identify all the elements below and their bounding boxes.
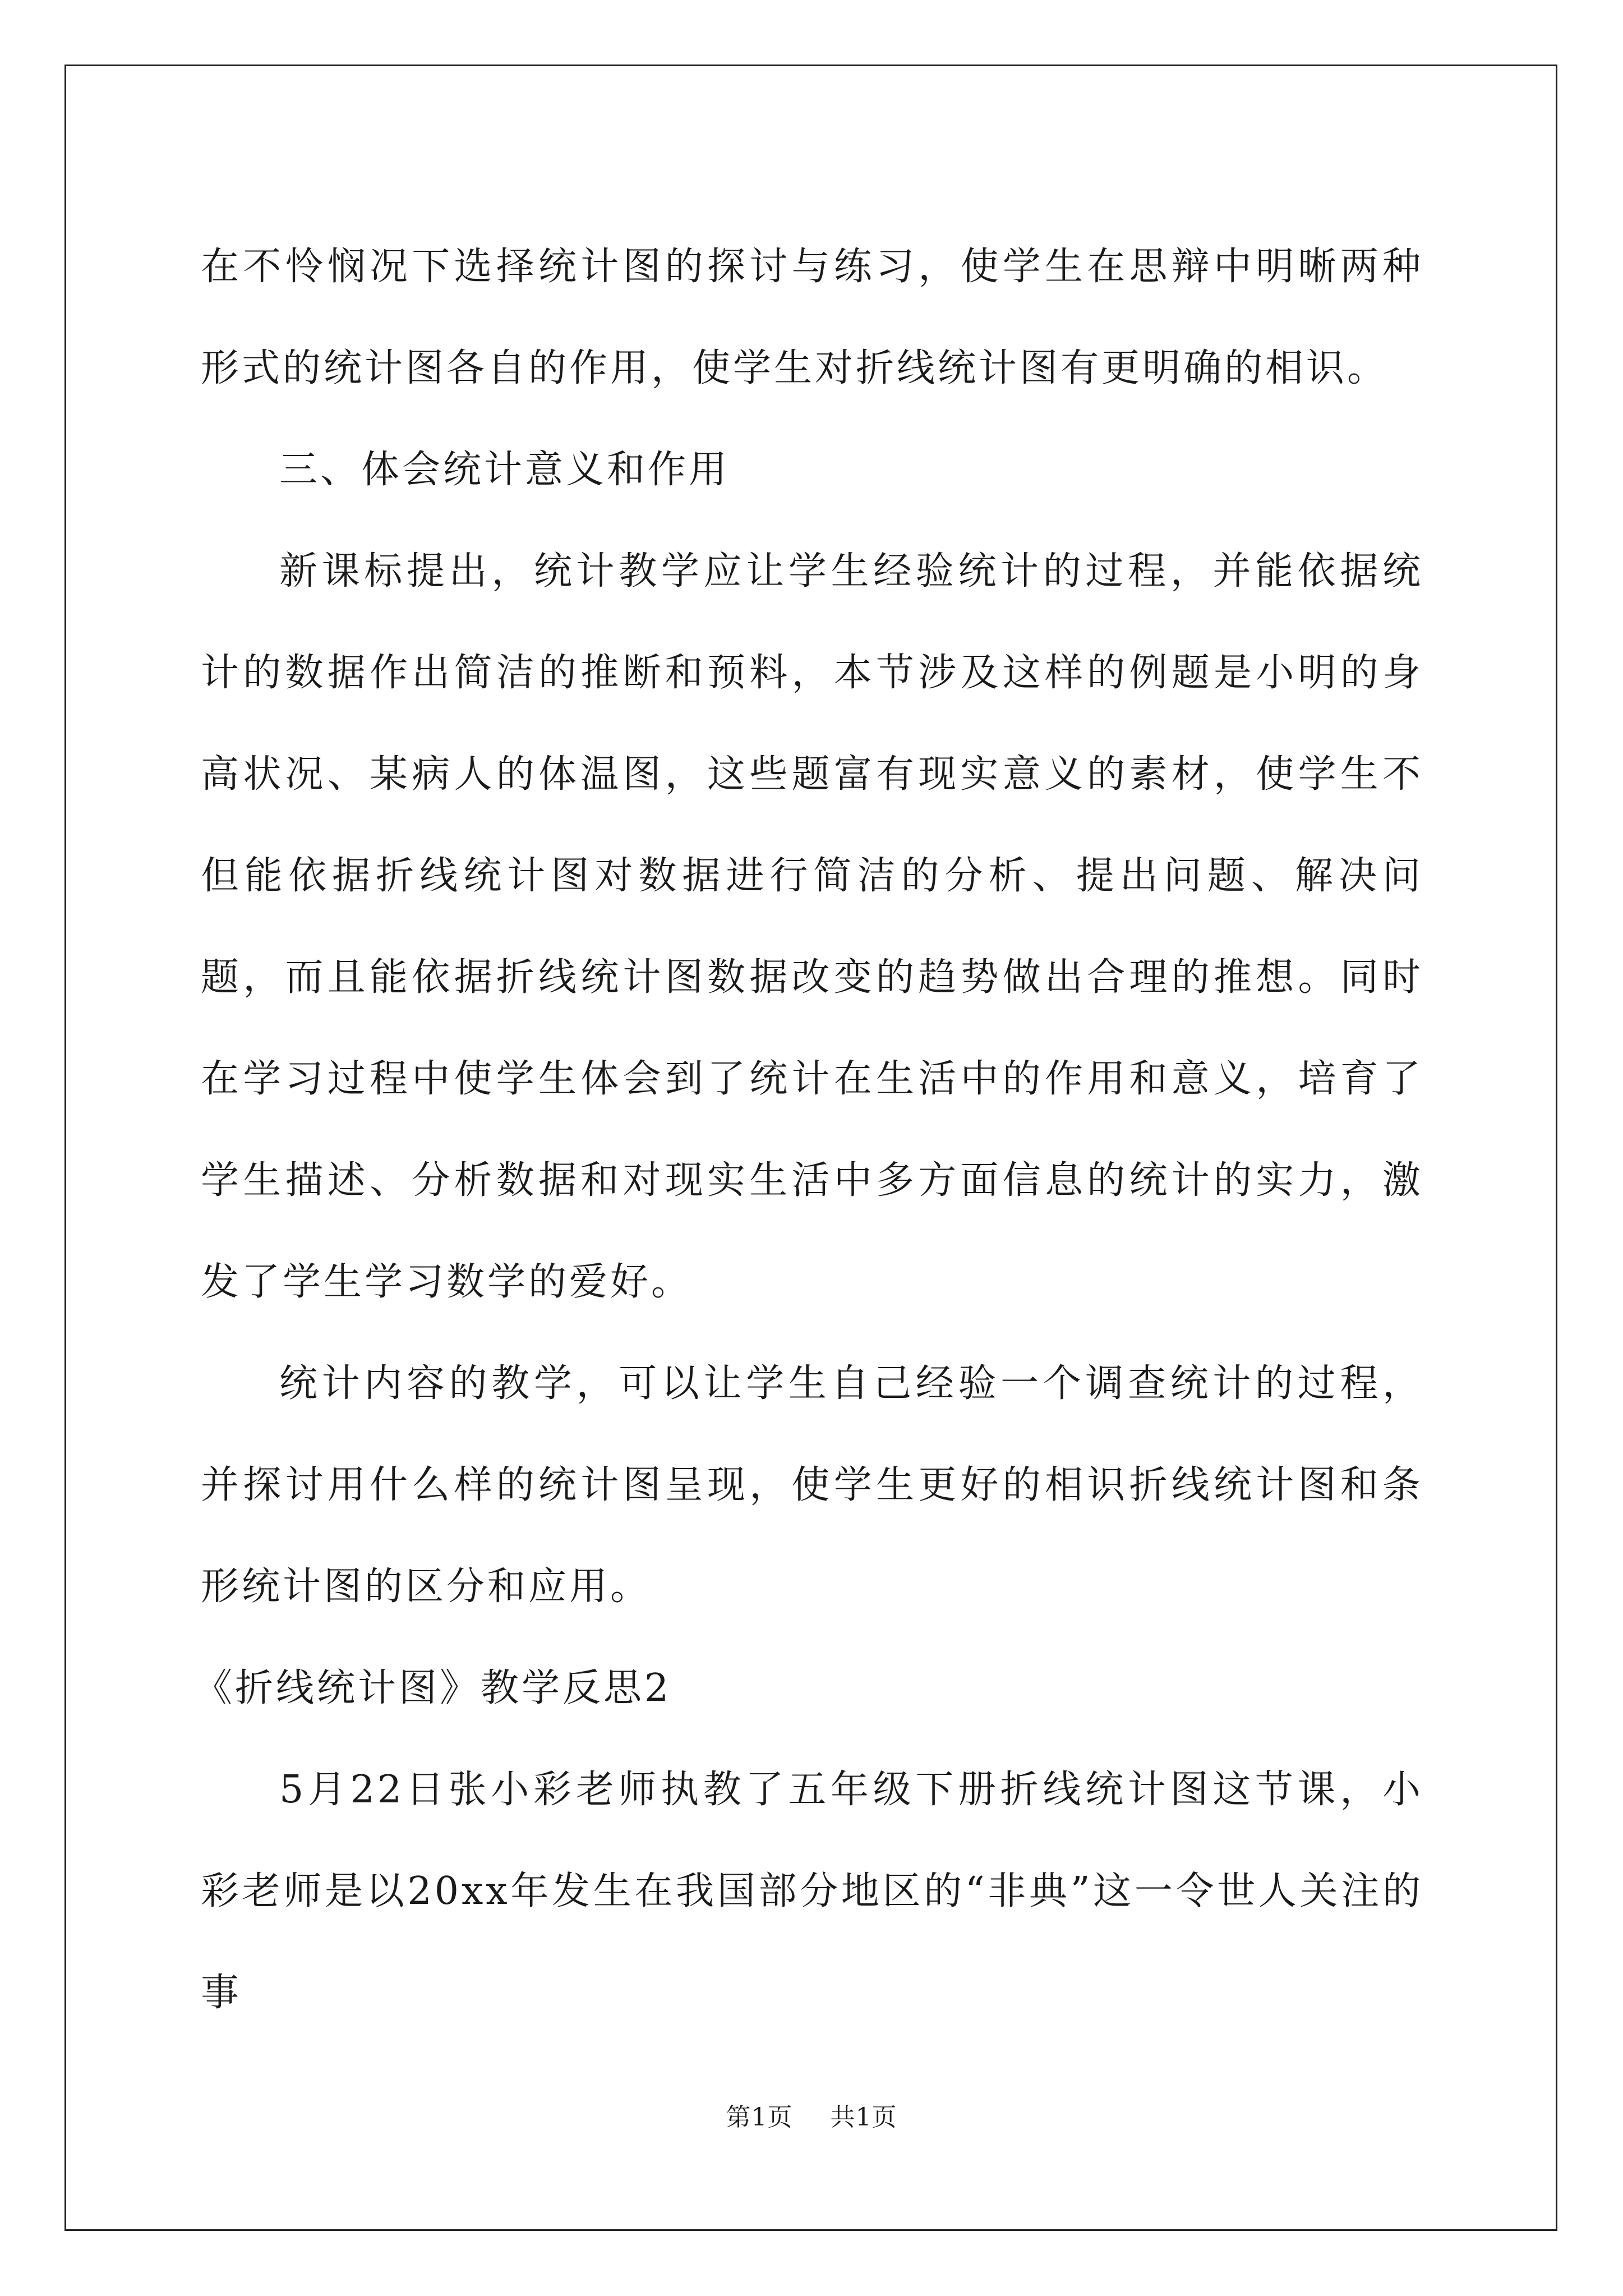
page-total: 共1页	[830, 2103, 897, 2132]
paragraph-lesson-intro: 5月22日张小彩老师执教了五年级下册折线统计图这节课，小彩老师是以20xx年发生在我国部分地区的“非典”这一令世人关注的事	[201, 1768, 1423, 2015]
section-heading: 三、体会统计意义和作用	[279, 448, 730, 492]
paragraph-teaching: 统计内容的教学，可以让学生自己经验一个调查统计的过程，并探讨用什么样的统计图呈现，使学生更好的相识折线统计图和条形统计图的区分和应用。	[201, 1361, 1423, 1609]
paragraph-continuation: 在不怜悯况下选择统计图的探讨与练习，使学生在思辩中明晰两种形式的统计图各自的作用，使学生对折线统计图有更明确的相识。	[201, 245, 1423, 390]
page-number: 第1页	[726, 2103, 793, 2132]
page-footer	[0, 2097, 1623, 2133]
document-body	[194, 216, 1423, 2044]
article-title: 《折线统计图》教学反思2	[194, 1666, 672, 1710]
paragraph-curriculum: 新课标提出，统计教学应让学生经验统计的过程，并能依据统计的数据作出简洁的推断和预料，本节涉及这样的例题是小明的身高状况、某病人的体温图，这些题富有现实意义的素材，使学生不但能依据折线统计图对数据进行简洁的分析、提出问题、解决问题，而且能依据折线统计图数据改变的趋势做出合理的推想。同时在学习过程中使学生体会到了统计在生活中的作用和意义，培育了学生描述、分析数据和对现实生活中多方面信息的统计的实力，激发了学生学习数学的爱好。	[201, 549, 1423, 1304]
